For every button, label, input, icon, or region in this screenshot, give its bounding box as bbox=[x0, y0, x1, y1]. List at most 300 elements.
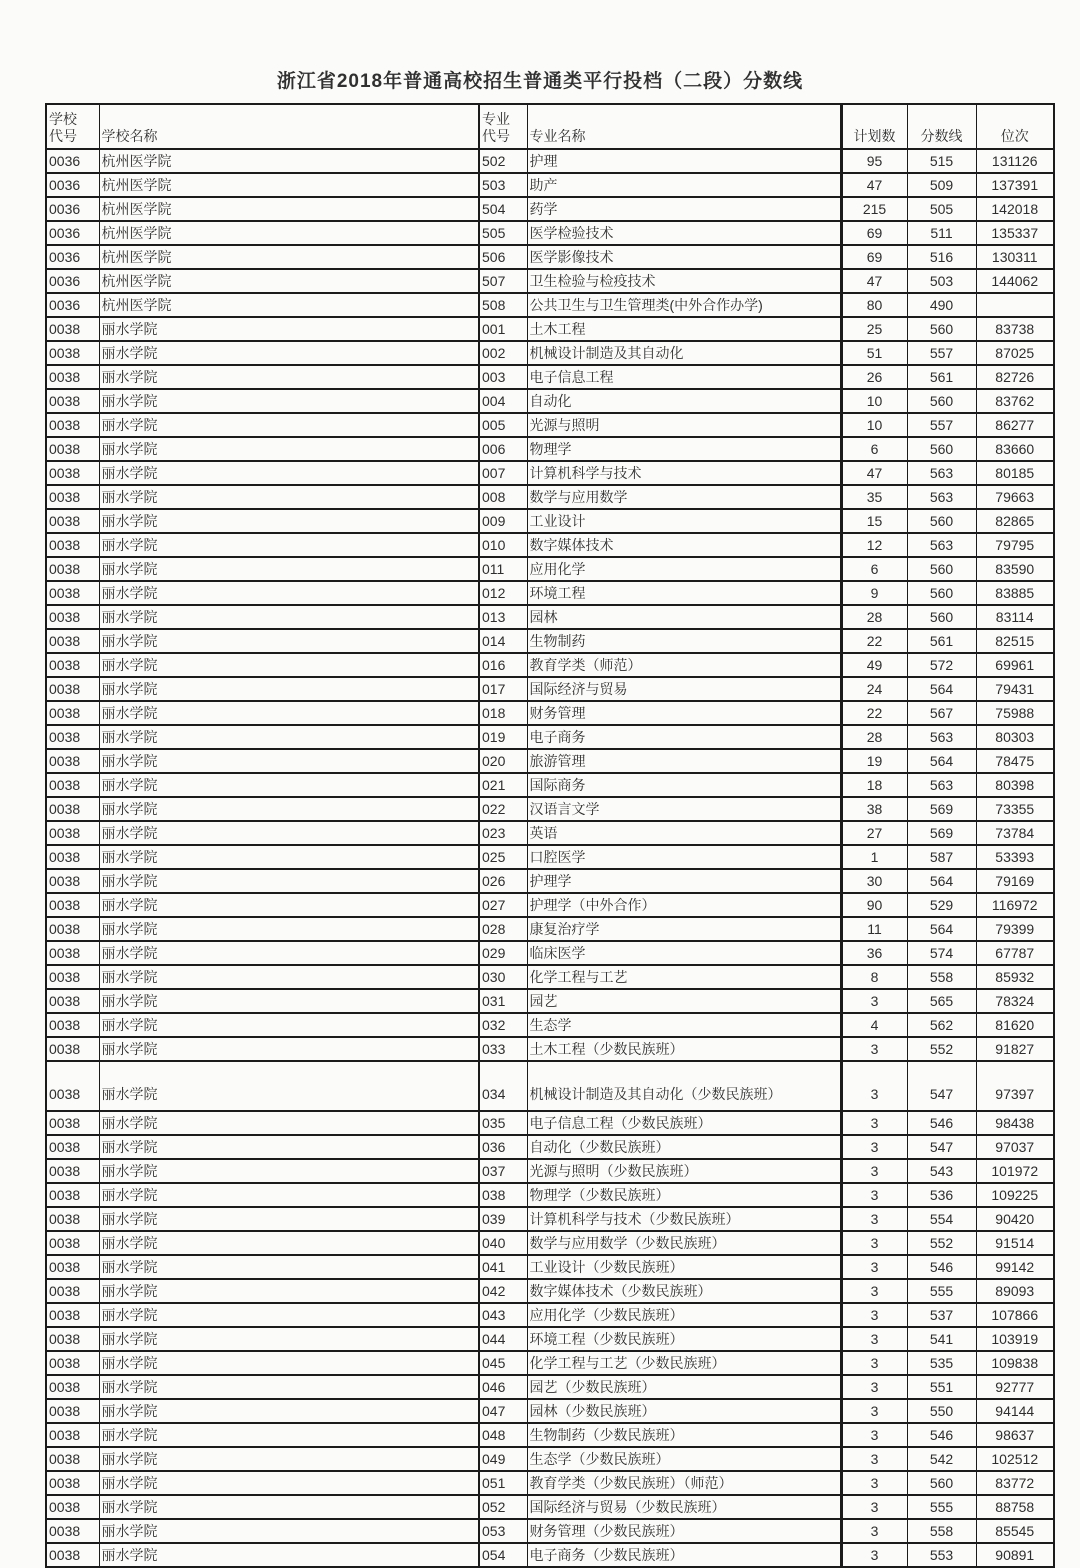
table-row bbox=[46, 389, 1054, 413]
major-code-cell: 049 bbox=[479, 1447, 527, 1471]
plan-count-cell: 3 bbox=[841, 1279, 907, 1303]
school-code-cell: 0038 bbox=[46, 869, 99, 893]
school-name-cell: 杭州医学院 bbox=[99, 173, 479, 197]
plan-count-cell: 22 bbox=[841, 629, 907, 653]
table-row bbox=[46, 629, 1054, 653]
score-line-cell: 553 bbox=[907, 1543, 976, 1567]
score-line-cell: 567 bbox=[907, 701, 976, 725]
table-row bbox=[46, 1519, 1054, 1543]
school-code-cell: 0038 bbox=[46, 1327, 99, 1351]
table-row bbox=[46, 437, 1054, 461]
plan-count-cell: 51 bbox=[841, 341, 907, 365]
table-row bbox=[46, 797, 1054, 821]
rank-cell: 81620 bbox=[976, 1013, 1054, 1037]
table-row bbox=[46, 989, 1054, 1013]
score-line-cell: 564 bbox=[907, 749, 976, 773]
score-line-cell: 563 bbox=[907, 485, 976, 509]
table-row bbox=[46, 773, 1054, 797]
major-name-cell: 光源与照明（少数民族班） bbox=[527, 1159, 841, 1183]
plan-count-cell: 3 bbox=[841, 1037, 907, 1061]
score-line-cell: 509 bbox=[907, 173, 976, 197]
plan-count-cell: 36 bbox=[841, 941, 907, 965]
table-row bbox=[46, 485, 1054, 509]
school-name-cell: 丽水学院 bbox=[99, 869, 479, 893]
major-code-cell: 014 bbox=[479, 629, 527, 653]
school-code-cell: 0038 bbox=[46, 1111, 99, 1135]
plan-count-cell: 24 bbox=[841, 677, 907, 701]
major-code-cell: 032 bbox=[479, 1013, 527, 1037]
table-row bbox=[46, 605, 1054, 629]
plan-count-cell: 49 bbox=[841, 653, 907, 677]
score-line-cell: 561 bbox=[907, 629, 976, 653]
plan-count-cell: 4 bbox=[841, 1013, 907, 1037]
school-code-cell: 0038 bbox=[46, 581, 99, 605]
major-name-cell: 自动化（少数民族班） bbox=[527, 1135, 841, 1159]
plan-count-cell: 12 bbox=[841, 533, 907, 557]
rank-cell: 109838 bbox=[976, 1351, 1054, 1375]
school-code-cell: 0038 bbox=[46, 1135, 99, 1159]
rank-cell: 102512 bbox=[976, 1447, 1054, 1471]
major-name-cell: 化学工程与工艺 bbox=[527, 965, 841, 989]
table-row bbox=[46, 1255, 1054, 1279]
table-row bbox=[46, 869, 1054, 893]
table-row bbox=[46, 1159, 1054, 1183]
plan-count-cell: 10 bbox=[841, 413, 907, 437]
major-name-cell: 机械设计制造及其自动化 bbox=[527, 341, 841, 365]
plan-count-cell: 8 bbox=[841, 965, 907, 989]
major-code-cell: 047 bbox=[479, 1399, 527, 1423]
table-row bbox=[46, 1037, 1054, 1061]
plan-count-cell: 1 bbox=[841, 845, 907, 869]
plan-count-cell: 3 bbox=[841, 1543, 907, 1567]
school-name-cell: 丽水学院 bbox=[99, 557, 479, 581]
score-line-cell: 587 bbox=[907, 845, 976, 869]
table-row bbox=[46, 1327, 1054, 1351]
header-school-code bbox=[46, 104, 99, 149]
school-name-cell: 丽水学院 bbox=[99, 653, 479, 677]
plan-count-cell: 3 bbox=[841, 1231, 907, 1255]
plan-count-cell: 3 bbox=[841, 1061, 907, 1111]
major-name-cell: 土木工程（少数民族班） bbox=[527, 1037, 841, 1061]
major-name-cell: 护理学 bbox=[527, 869, 841, 893]
header-school-code-line1: 学校 bbox=[49, 111, 77, 127]
major-name-cell: 口腔医学 bbox=[527, 845, 841, 869]
plan-count-cell: 19 bbox=[841, 749, 907, 773]
major-name-cell: 园艺（少数民族班） bbox=[527, 1375, 841, 1399]
school-code-cell: 0038 bbox=[46, 773, 99, 797]
major-name-cell: 园林 bbox=[527, 605, 841, 629]
table-row bbox=[46, 1351, 1054, 1375]
rank-cell: 79431 bbox=[976, 677, 1054, 701]
major-code-cell: 035 bbox=[479, 1111, 527, 1135]
header-score-line: 分数线 bbox=[907, 104, 976, 149]
school-code-cell: 0038 bbox=[46, 1303, 99, 1327]
school-code-cell: 0038 bbox=[46, 1375, 99, 1399]
score-line-cell: 547 bbox=[907, 1061, 976, 1111]
rank-cell: 78324 bbox=[976, 989, 1054, 1013]
rank-cell: 83590 bbox=[976, 557, 1054, 581]
major-code-cell: 505 bbox=[479, 221, 527, 245]
school-code-cell: 0038 bbox=[46, 1061, 99, 1111]
school-name-cell: 丽水学院 bbox=[99, 1207, 479, 1231]
major-name-cell: 生物制药（少数民族班） bbox=[527, 1423, 841, 1447]
score-line-cell: 511 bbox=[907, 221, 976, 245]
school-code-cell: 0038 bbox=[46, 725, 99, 749]
major-name-cell: 英语 bbox=[527, 821, 841, 845]
major-code-cell: 506 bbox=[479, 245, 527, 269]
major-code-cell: 001 bbox=[479, 317, 527, 341]
score-line-cell: 551 bbox=[907, 1375, 976, 1399]
major-code-cell: 503 bbox=[479, 173, 527, 197]
major-name-cell: 国际经济与贸易（少数民族班） bbox=[527, 1495, 841, 1519]
table-row bbox=[46, 317, 1054, 341]
plan-count-cell: 47 bbox=[841, 173, 907, 197]
major-name-cell: 物理学（少数民族班） bbox=[527, 1183, 841, 1207]
score-line-cell: 516 bbox=[907, 245, 976, 269]
rank-cell: 130311 bbox=[976, 245, 1054, 269]
major-code-cell: 030 bbox=[479, 965, 527, 989]
school-code-cell: 0036 bbox=[46, 173, 99, 197]
school-code-cell: 0038 bbox=[46, 485, 99, 509]
score-line-cell: 490 bbox=[907, 293, 976, 317]
score-line-cell: 563 bbox=[907, 773, 976, 797]
major-name-cell: 财务管理（少数民族班） bbox=[527, 1519, 841, 1543]
table-row bbox=[46, 917, 1054, 941]
rank-cell: 79399 bbox=[976, 917, 1054, 941]
plan-count-cell: 3 bbox=[841, 1447, 907, 1471]
plan-count-cell: 3 bbox=[841, 1399, 907, 1423]
table-row bbox=[46, 293, 1054, 317]
major-name-cell: 应用化学（少数民族班） bbox=[527, 1303, 841, 1327]
rank-cell: 116972 bbox=[976, 893, 1054, 917]
rank-cell: 135337 bbox=[976, 221, 1054, 245]
school-code-cell: 0038 bbox=[46, 797, 99, 821]
rank-cell: 103919 bbox=[976, 1327, 1054, 1351]
table-row bbox=[46, 557, 1054, 581]
rank-cell: 83762 bbox=[976, 389, 1054, 413]
rank-cell: 91514 bbox=[976, 1231, 1054, 1255]
rank-cell: 75988 bbox=[976, 701, 1054, 725]
major-code-cell: 011 bbox=[479, 557, 527, 581]
score-line-cell: 561 bbox=[907, 365, 976, 389]
school-code-cell: 0038 bbox=[46, 1471, 99, 1495]
major-name-cell: 临床医学 bbox=[527, 941, 841, 965]
rank-cell bbox=[976, 293, 1054, 317]
rank-cell: 82515 bbox=[976, 629, 1054, 653]
school-name-cell: 丽水学院 bbox=[99, 917, 479, 941]
school-name-cell: 丽水学院 bbox=[99, 413, 479, 437]
score-line-cell: 558 bbox=[907, 1519, 976, 1543]
major-code-cell: 020 bbox=[479, 749, 527, 773]
school-name-cell: 丽水学院 bbox=[99, 1423, 479, 1447]
score-line-cell: 569 bbox=[907, 821, 976, 845]
major-code-cell: 006 bbox=[479, 437, 527, 461]
score-line-cell: 563 bbox=[907, 725, 976, 749]
header-row bbox=[46, 104, 1054, 149]
rank-cell: 73784 bbox=[976, 821, 1054, 845]
rank-cell: 83772 bbox=[976, 1471, 1054, 1495]
school-name-cell: 丽水学院 bbox=[99, 485, 479, 509]
school-name-cell: 丽水学院 bbox=[99, 1351, 479, 1375]
school-name-cell: 丽水学院 bbox=[99, 581, 479, 605]
major-name-cell: 数学与应用数学 bbox=[527, 485, 841, 509]
score-line-cell: 503 bbox=[907, 269, 976, 293]
header-major-code-line1: 专业 bbox=[482, 111, 510, 127]
plan-count-cell: 35 bbox=[841, 485, 907, 509]
rank-cell: 90891 bbox=[976, 1543, 1054, 1567]
major-name-cell: 电子信息工程（少数民族班） bbox=[527, 1111, 841, 1135]
score-line-cell: 537 bbox=[907, 1303, 976, 1327]
rank-cell: 98438 bbox=[976, 1111, 1054, 1135]
school-name-cell: 丽水学院 bbox=[99, 989, 479, 1013]
school-code-cell: 0036 bbox=[46, 293, 99, 317]
major-name-cell: 环境工程（少数民族班） bbox=[527, 1327, 841, 1351]
school-name-cell: 丽水学院 bbox=[99, 365, 479, 389]
major-code-cell: 021 bbox=[479, 773, 527, 797]
plan-count-cell: 26 bbox=[841, 365, 907, 389]
score-line-cell: 574 bbox=[907, 941, 976, 965]
score-line-cell: 541 bbox=[907, 1327, 976, 1351]
major-code-cell: 008 bbox=[479, 485, 527, 509]
table-row bbox=[46, 1183, 1054, 1207]
school-code-cell: 0038 bbox=[46, 893, 99, 917]
school-name-cell: 丽水学院 bbox=[99, 389, 479, 413]
rank-cell: 82865 bbox=[976, 509, 1054, 533]
school-code-cell: 0038 bbox=[46, 845, 99, 869]
plan-count-cell: 22 bbox=[841, 701, 907, 725]
table-row bbox=[46, 245, 1054, 269]
school-code-cell: 0038 bbox=[46, 917, 99, 941]
score-line-cell: 560 bbox=[907, 605, 976, 629]
rank-cell: 79169 bbox=[976, 869, 1054, 893]
score-table bbox=[45, 103, 1055, 1568]
school-code-cell: 0038 bbox=[46, 941, 99, 965]
school-name-cell: 丽水学院 bbox=[99, 725, 479, 749]
plan-count-cell: 90 bbox=[841, 893, 907, 917]
major-name-cell: 公共卫生与卫生管理类(中外合作办学) bbox=[527, 293, 841, 317]
rank-cell: 99142 bbox=[976, 1255, 1054, 1279]
plan-count-cell: 215 bbox=[841, 197, 907, 221]
plan-count-cell: 28 bbox=[841, 725, 907, 749]
school-name-cell: 丽水学院 bbox=[99, 821, 479, 845]
major-code-cell: 031 bbox=[479, 989, 527, 1013]
major-name-cell: 生态学 bbox=[527, 1013, 841, 1037]
score-line-cell: 563 bbox=[907, 533, 976, 557]
school-name-cell: 丽水学院 bbox=[99, 1447, 479, 1471]
score-line-cell: 536 bbox=[907, 1183, 976, 1207]
rank-cell: 142018 bbox=[976, 197, 1054, 221]
major-name-cell: 物理学 bbox=[527, 437, 841, 461]
table-row bbox=[46, 269, 1054, 293]
table-row bbox=[46, 1111, 1054, 1135]
score-line-cell: 564 bbox=[907, 917, 976, 941]
table-row bbox=[46, 845, 1054, 869]
score-line-cell: 565 bbox=[907, 989, 976, 1013]
school-code-cell: 0038 bbox=[46, 1255, 99, 1279]
major-code-cell: 043 bbox=[479, 1303, 527, 1327]
major-name-cell: 电子商务 bbox=[527, 725, 841, 749]
score-line-cell: 552 bbox=[907, 1037, 976, 1061]
score-line-cell: 505 bbox=[907, 197, 976, 221]
school-code-cell: 0038 bbox=[46, 749, 99, 773]
school-code-cell: 0038 bbox=[46, 1037, 99, 1061]
school-name-cell: 丽水学院 bbox=[99, 1399, 479, 1423]
school-name-cell: 丽水学院 bbox=[99, 629, 479, 653]
major-code-cell: 052 bbox=[479, 1495, 527, 1519]
rank-cell: 87025 bbox=[976, 341, 1054, 365]
major-name-cell: 应用化学 bbox=[527, 557, 841, 581]
major-code-cell: 037 bbox=[479, 1159, 527, 1183]
rank-cell: 137391 bbox=[976, 173, 1054, 197]
major-code-cell: 004 bbox=[479, 389, 527, 413]
school-name-cell: 杭州医学院 bbox=[99, 269, 479, 293]
table-row bbox=[46, 581, 1054, 605]
major-name-cell: 药学 bbox=[527, 197, 841, 221]
score-line-cell: 569 bbox=[907, 797, 976, 821]
school-name-cell: 丽水学院 bbox=[99, 341, 479, 365]
school-code-cell: 0038 bbox=[46, 989, 99, 1013]
header-plan-count: 计划数 bbox=[841, 104, 907, 149]
plan-count-cell: 80 bbox=[841, 293, 907, 317]
rank-cell: 144062 bbox=[976, 269, 1054, 293]
plan-count-cell: 3 bbox=[841, 1255, 907, 1279]
score-line-cell: 560 bbox=[907, 509, 976, 533]
table-row bbox=[46, 221, 1054, 245]
school-name-cell: 丽水学院 bbox=[99, 317, 479, 341]
header-major-code-line2: 代号 bbox=[482, 128, 510, 144]
score-line-cell: 550 bbox=[907, 1399, 976, 1423]
school-code-cell: 0038 bbox=[46, 629, 99, 653]
rank-cell: 98637 bbox=[976, 1423, 1054, 1447]
rank-cell: 83660 bbox=[976, 437, 1054, 461]
major-name-cell: 医学影像技术 bbox=[527, 245, 841, 269]
table-row bbox=[46, 725, 1054, 749]
rank-cell: 82726 bbox=[976, 365, 1054, 389]
rank-cell: 94144 bbox=[976, 1399, 1054, 1423]
major-code-cell: 507 bbox=[479, 269, 527, 293]
header-major-code bbox=[479, 104, 527, 149]
score-line-cell: 564 bbox=[907, 677, 976, 701]
major-name-cell: 工业设计（少数民族班） bbox=[527, 1255, 841, 1279]
major-name-cell: 护理学（中外合作） bbox=[527, 893, 841, 917]
major-name-cell: 数字媒体技术 bbox=[527, 533, 841, 557]
major-code-cell: 028 bbox=[479, 917, 527, 941]
major-code-cell: 504 bbox=[479, 197, 527, 221]
rank-cell: 85932 bbox=[976, 965, 1054, 989]
rank-cell: 89093 bbox=[976, 1279, 1054, 1303]
school-name-cell: 丽水学院 bbox=[99, 965, 479, 989]
score-line-cell: 546 bbox=[907, 1255, 976, 1279]
major-name-cell: 计算机科学与技术（少数民族班） bbox=[527, 1207, 841, 1231]
major-name-cell: 光源与照明 bbox=[527, 413, 841, 437]
major-code-cell: 033 bbox=[479, 1037, 527, 1061]
school-name-cell: 丽水学院 bbox=[99, 677, 479, 701]
score-line-cell: 552 bbox=[907, 1231, 976, 1255]
school-code-cell: 0036 bbox=[46, 197, 99, 221]
plan-count-cell: 3 bbox=[841, 1327, 907, 1351]
rank-cell: 80303 bbox=[976, 725, 1054, 749]
table-row bbox=[46, 341, 1054, 365]
rank-cell: 69961 bbox=[976, 653, 1054, 677]
major-name-cell: 助产 bbox=[527, 173, 841, 197]
major-code-cell: 007 bbox=[479, 461, 527, 485]
table-row bbox=[46, 173, 1054, 197]
plan-count-cell: 3 bbox=[841, 989, 907, 1013]
major-code-cell: 029 bbox=[479, 941, 527, 965]
score-line-cell: 560 bbox=[907, 581, 976, 605]
rank-cell: 90420 bbox=[976, 1207, 1054, 1231]
rank-cell: 109225 bbox=[976, 1183, 1054, 1207]
school-code-cell: 0038 bbox=[46, 365, 99, 389]
school-name-cell: 丽水学院 bbox=[99, 845, 479, 869]
school-name-cell: 丽水学院 bbox=[99, 437, 479, 461]
school-code-cell: 0038 bbox=[46, 1183, 99, 1207]
score-line-cell: 560 bbox=[907, 1471, 976, 1495]
plan-count-cell: 3 bbox=[841, 1183, 907, 1207]
page-title: 浙江省2018年普通高校招生普通类平行投档（二段）分数线 bbox=[276, 71, 804, 92]
plan-count-cell: 38 bbox=[841, 797, 907, 821]
major-code-cell: 016 bbox=[479, 653, 527, 677]
major-name-cell: 汉语言文学 bbox=[527, 797, 841, 821]
major-name-cell: 生态学（少数民族班） bbox=[527, 1447, 841, 1471]
plan-count-cell: 69 bbox=[841, 245, 907, 269]
school-code-cell: 0038 bbox=[46, 1207, 99, 1231]
major-code-cell: 036 bbox=[479, 1135, 527, 1159]
score-line-cell: 515 bbox=[907, 149, 976, 173]
plan-count-cell: 3 bbox=[841, 1471, 907, 1495]
major-name-cell: 环境工程 bbox=[527, 581, 841, 605]
major-code-cell: 017 bbox=[479, 677, 527, 701]
score-line-cell: 546 bbox=[907, 1111, 976, 1135]
major-name-cell: 园林（少数民族班） bbox=[527, 1399, 841, 1423]
plan-count-cell: 18 bbox=[841, 773, 907, 797]
table-row bbox=[46, 1495, 1054, 1519]
rank-cell: 86277 bbox=[976, 413, 1054, 437]
rank-cell: 83885 bbox=[976, 581, 1054, 605]
score-line-cell: 572 bbox=[907, 653, 976, 677]
major-name-cell: 教育学类（师范） bbox=[527, 653, 841, 677]
major-code-cell: 002 bbox=[479, 341, 527, 365]
school-code-cell: 0038 bbox=[46, 461, 99, 485]
major-name-cell: 园艺 bbox=[527, 989, 841, 1013]
school-code-cell: 0038 bbox=[46, 677, 99, 701]
score-table-header bbox=[46, 104, 1054, 149]
school-code-cell: 0038 bbox=[46, 557, 99, 581]
school-name-cell: 丽水学院 bbox=[99, 1159, 479, 1183]
plan-count-cell: 47 bbox=[841, 269, 907, 293]
major-name-cell: 卫生检验与检疫技术 bbox=[527, 269, 841, 293]
rank-cell: 91827 bbox=[976, 1037, 1054, 1061]
major-code-cell: 034 bbox=[479, 1061, 527, 1111]
header-major-name: 专业名称 bbox=[527, 104, 841, 149]
table-row bbox=[46, 413, 1054, 437]
major-code-cell: 003 bbox=[479, 365, 527, 389]
score-line-cell: 563 bbox=[907, 461, 976, 485]
major-code-cell: 046 bbox=[479, 1375, 527, 1399]
plan-count-cell: 15 bbox=[841, 509, 907, 533]
school-name-cell: 丽水学院 bbox=[99, 1255, 479, 1279]
plan-count-cell: 3 bbox=[841, 1159, 907, 1183]
school-name-cell: 丽水学院 bbox=[99, 773, 479, 797]
table-row bbox=[46, 1399, 1054, 1423]
table-row bbox=[46, 197, 1054, 221]
school-name-cell: 丽水学院 bbox=[99, 1135, 479, 1159]
major-code-cell: 053 bbox=[479, 1519, 527, 1543]
major-code-cell: 005 bbox=[479, 413, 527, 437]
table-row bbox=[46, 941, 1054, 965]
major-code-cell: 026 bbox=[479, 869, 527, 893]
major-code-cell: 018 bbox=[479, 701, 527, 725]
